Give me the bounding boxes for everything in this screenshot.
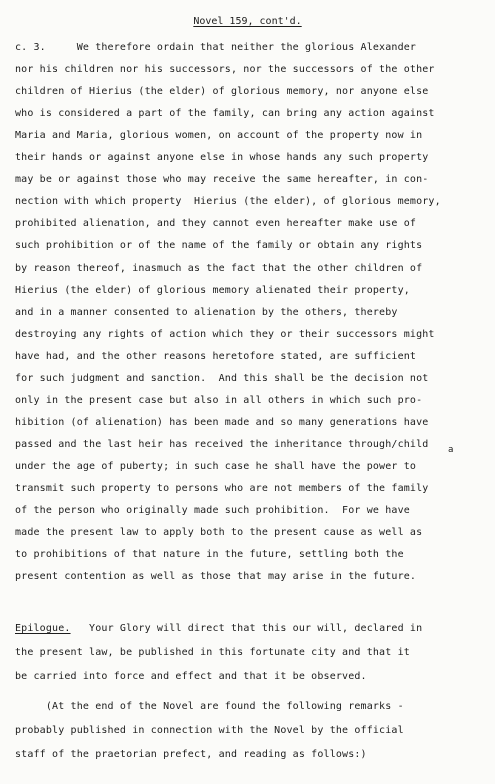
body-line: Maria and Maria, glorious women, on account of the property now in [15, 130, 423, 142]
body-line: to prohibitions of that nature in the future, settling both the [15, 549, 404, 561]
body-line: and in a manner consented to alienation by the others, thereby [15, 306, 398, 318]
note-line: (At the end of the Novel are found the following remarks - [15, 701, 404, 712]
body-line: Hierius (the elder) of glorious memory alienated their property, [15, 284, 410, 296]
body-line: present contention as well as those that may arise in the future. [15, 571, 417, 583]
body-line: their hands or against anyone else in whose hands any such property [15, 152, 429, 164]
epilogue-line: be carried into force and effect and that it be observed. [15, 671, 367, 682]
epilogue-line-text: Your Glory will direct that this our will, declared in [70, 623, 423, 634]
body-line: prohibited alienation, and they cannot even hereafter make use of [15, 218, 417, 230]
body-line: c. 3. We therefore ordain that neither the glorious Alexander [15, 42, 417, 53]
body-line: only in the present case but also in all others in which such pro- [15, 394, 423, 406]
body-line: by reason thereof, inasmuch as the fact that the other children of [15, 262, 423, 274]
body-line: for such judgment and sanction. And this shall be the decision not [15, 372, 429, 384]
body-line: have had, and the other reasons heretofore stated, are sufficient [15, 350, 417, 362]
body-line: of the person who originally made such prohibition. For we have [15, 505, 410, 517]
body-line: nor his children nor his successors, nor the successors of the other [15, 64, 435, 76]
body-line: transmit such property to persons who are not members of the family [15, 483, 429, 494]
body-line: passed and the last heir has received the inheritance through/child [15, 438, 429, 450]
epilogue-heading: Epilogue. [15, 623, 71, 634]
note-line: staff of the praetorian prefect, and reading as follows:) [15, 749, 367, 760]
body-line: who is considered a part of the family, can bring any action against [15, 108, 435, 120]
body-line: may be or against those who may receive the same hereafter, in con- [15, 174, 429, 186]
epilogue-line: the present law, be published in this fortunate city and that it [15, 647, 410, 658]
note-line: probably published in connection with the Novel by the official [15, 725, 404, 736]
body-line: such prohibition or of the name of the family or obtain any rights [15, 240, 423, 252]
page-title [0, 15, 495, 29]
epilogue-line [15, 622, 422, 636]
body-line: children of Hierius (the elder) of glorious memory, nor anyone else [15, 86, 429, 98]
body-line: under the age of puberty; in such case he shall have the power to [15, 460, 417, 472]
body-line: nection with which property Hierius (the elder), of glorious memory, [15, 196, 441, 208]
superscript-insert: a [448, 445, 454, 455]
body-line: destroying any rights of action which they or their successors might [15, 328, 435, 340]
body-line: made the present law to apply both to the present cause as well as [15, 527, 423, 539]
body-line: hibition (of alienation) has been made and so many generations have [15, 416, 429, 428]
page-title-text: Novel 159, cont'd. [193, 16, 302, 27]
